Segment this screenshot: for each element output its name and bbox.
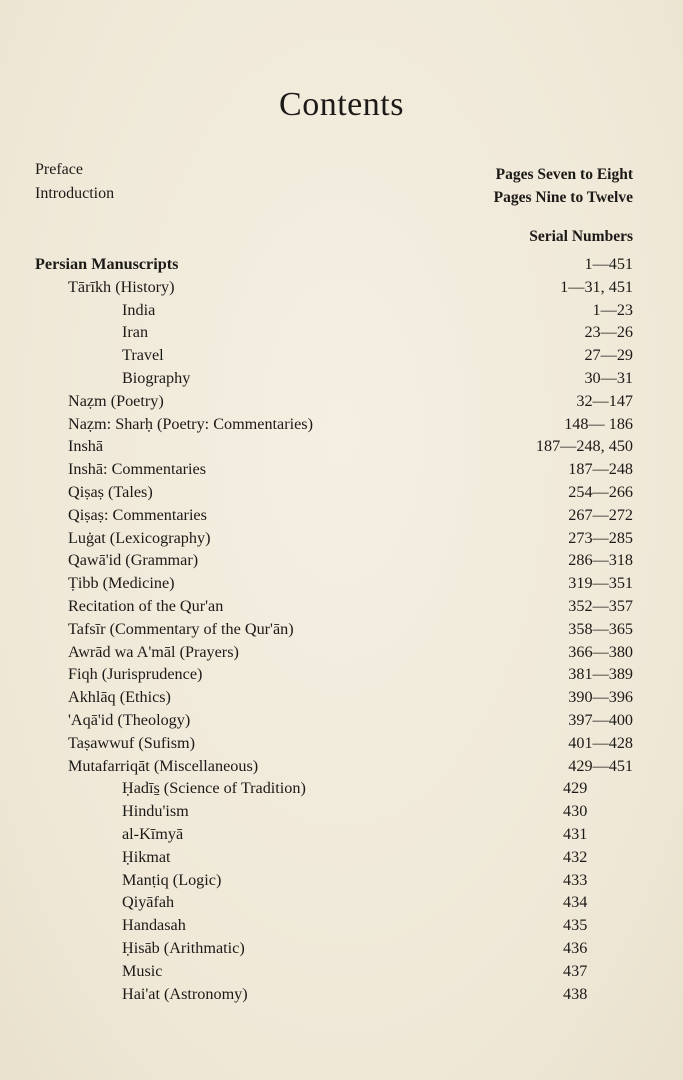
contents-entry: [0, 846, 683, 869]
contents-entry: [0, 549, 683, 572]
entry-label: Qiṣaṣ (Tales): [68, 482, 153, 501]
contents-entry: [0, 914, 683, 937]
contents-entry: [0, 367, 683, 390]
entry-serial: 187—248, 450: [535, 437, 633, 456]
contents-entry: [0, 413, 683, 436]
contents-list: [0, 253, 683, 1005]
contents-entry: [0, 390, 683, 413]
page-title: Contents: [279, 86, 404, 123]
entry-serial: 352—357: [568, 596, 633, 615]
entry-serial: 32—147: [576, 391, 633, 410]
contents-entry: [0, 663, 683, 686]
introduction-pages: Pages Nine to Twelve: [493, 189, 633, 206]
entry-serial: 381—389: [568, 665, 633, 684]
entry-label: Inshā: [68, 437, 104, 456]
entry-label: Qawā'id (Grammar): [68, 551, 199, 570]
contents-entry: [0, 321, 683, 344]
contents-entry: [0, 458, 683, 481]
entry-label: Inshā: Commentaries: [68, 460, 207, 479]
entry-serial: 1—451: [584, 255, 633, 273]
entry-label: Naẓm (Poetry): [68, 391, 164, 410]
entry-serial: 438: [563, 984, 588, 1003]
entry-serial: 267—272: [568, 505, 633, 524]
entry-label: Qiyāfah: [122, 893, 175, 912]
entry-label: Awrād wa A'māl (Prayers): [68, 642, 239, 661]
entry-label: Taṣawwuf (Sufism): [68, 733, 195, 752]
entry-label: al-Kīmyā: [122, 824, 184, 843]
entry-label: Ḥadīs̱ (Science of Tradition): [122, 779, 306, 798]
entry-label: Tārīkh (History): [68, 277, 175, 296]
entry-serial: 30—31: [584, 368, 633, 387]
contents-entry: [0, 504, 683, 527]
contents-entry: [0, 937, 683, 960]
entry-serial: 187—248: [568, 460, 633, 479]
contents-entry: [0, 732, 683, 755]
contents-entry: [0, 891, 683, 914]
serial-numbers-heading: Serial Numbers: [529, 228, 633, 245]
entry-serial: 273—285: [568, 528, 633, 547]
contents-entry: [0, 481, 683, 504]
entry-serial: 254—266: [568, 482, 633, 501]
entry-label: Handasah: [122, 916, 186, 935]
contents-entry: [0, 869, 683, 892]
contents-entry: [0, 709, 683, 732]
entry-serial: 286—318: [568, 551, 633, 570]
contents-entry: [0, 595, 683, 618]
contents-entry: [0, 686, 683, 709]
entry-serial: 1—23: [592, 300, 633, 319]
entry-serial: 397—400: [568, 710, 633, 729]
contents-entry: [0, 344, 683, 367]
entry-serial: 435: [563, 916, 588, 935]
entry-label: Ḥikmat: [122, 847, 171, 866]
entry-serial: 430: [563, 802, 588, 821]
entry-label: Ṭibb (Medicine): [68, 574, 175, 593]
contents-entry: [0, 641, 683, 664]
entry-serial: 429: [563, 779, 588, 798]
entry-label: Hindu'ism: [122, 802, 189, 821]
entry-serial: 319—351: [568, 574, 633, 593]
entry-label: Mutafarriqāt (Miscellaneous): [68, 756, 259, 775]
contents-entry: [0, 276, 683, 299]
entry-label: Tafsīr (Commentary of the Qur'ān): [68, 619, 294, 638]
entry-serial: 401—428: [568, 733, 633, 752]
contents-entry: [0, 618, 683, 641]
entry-serial: 27—29: [584, 346, 633, 365]
entry-serial: 431: [563, 824, 588, 843]
entry-serial: 436: [563, 938, 588, 957]
entry-label: Persian Manuscripts: [35, 255, 179, 273]
entry-label: Iran: [122, 323, 149, 342]
entry-label: Recitation of the Qur'an: [68, 596, 224, 615]
entry-serial: 390—396: [568, 688, 633, 707]
contents-entry: [0, 823, 683, 846]
entry-label: Hai'at (Astronomy): [122, 984, 248, 1003]
entry-label: Naẓm: Sharḥ (Poetry: Commentaries): [68, 414, 314, 433]
entry-serial: 358—365: [568, 619, 633, 638]
entry-serial: 434: [563, 893, 588, 912]
entry-label: Luġat (Lexicography): [68, 528, 211, 547]
contents-entry: [0, 755, 683, 778]
contents-entry: [0, 777, 683, 800]
entry-label: 'Aqā'id (Theology): [68, 710, 191, 729]
entry-serial: 148— 186: [564, 414, 633, 433]
entry-label: Travel: [122, 346, 164, 365]
entry-serial: 366—380: [568, 642, 633, 661]
entry-label: Biography: [122, 368, 191, 387]
contents-entry: [0, 299, 683, 322]
entry-label: Music: [122, 961, 163, 980]
contents-entry: [0, 960, 683, 983]
entry-label: India: [122, 300, 156, 319]
contents-entry: [0, 983, 683, 1006]
contents-entry: [0, 572, 683, 595]
entry-label: Qiṣaṣ: Commentaries: [68, 505, 207, 524]
entry-serial: 433: [563, 870, 588, 889]
entry-serial: 432: [563, 847, 588, 866]
entry-serial: 1—31, 451: [560, 277, 633, 296]
preface-label: Preface: [35, 161, 83, 178]
contents-entry: [0, 435, 683, 458]
contents-entry: [0, 527, 683, 550]
preface-pages: Pages Seven to Eight: [495, 166, 633, 183]
entry-serial: 23—26: [584, 323, 633, 342]
entry-label: Akhlāq (Ethics): [68, 688, 171, 707]
introduction-label: Introduction: [35, 185, 115, 202]
contents-entry: [0, 253, 683, 276]
contents-entry: [0, 800, 683, 823]
entry-serial: 429—451: [568, 756, 633, 775]
entry-label: Fiqh (Jurisprudence): [68, 665, 203, 684]
entry-label: Ḥisāb (Arithmatic): [122, 938, 245, 957]
entry-serial: 437: [563, 961, 588, 980]
entry-label: Manṭiq (Logic): [122, 870, 222, 889]
